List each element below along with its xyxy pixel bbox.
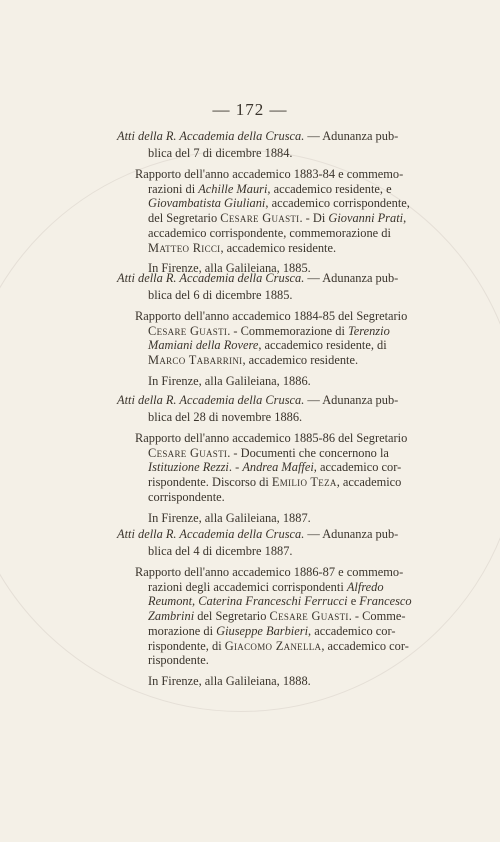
entry-body-line <box>148 639 409 653</box>
entry-title-italic: Atti della R. Accademia della Crusca. <box>117 129 305 143</box>
entry-title-line <box>117 393 398 407</box>
body-text: , accademico <box>336 475 402 490</box>
entry-body-line <box>148 653 209 667</box>
imprint-text: In Firenze, alla Galileiana, 1885. <box>148 261 311 276</box>
body-text: , accademico residente. <box>242 353 359 368</box>
body-text: Rapporto dell'anno accademico 1885-86 del Segretario <box>135 431 408 445</box>
entry-title-line-2 <box>148 410 302 424</box>
entry-title-line <box>117 129 398 143</box>
body-text: . - Commemorazione di <box>227 323 348 338</box>
italic-text: Mamiani della Rovere <box>148 338 259 353</box>
body-text: , accademico cor- <box>308 623 396 638</box>
body-text: del Segretario <box>148 211 221 226</box>
body-text: . - <box>228 460 243 475</box>
body-text: , accademico residente, e <box>267 181 392 196</box>
body-text: rispondente. <box>148 653 209 668</box>
entry-title-rest: — Adunanza pub- <box>304 271 399 285</box>
entry-title-rest: — Adunanza pub- <box>304 393 399 407</box>
body-text: . - Di <box>299 211 329 226</box>
body-text: , accademico residente, di <box>258 338 387 353</box>
person-name: Giacomo Zanella <box>224 638 322 653</box>
italic-text: Reumont, Caterina Franceschi Ferrucci <box>148 594 348 609</box>
body-text: , accademico cor- <box>321 638 409 653</box>
body-text: morazione di <box>148 623 217 638</box>
body-text: , accademico cor- <box>313 460 402 475</box>
body-text: accademico corrispondente, commemorazione di <box>148 225 391 240</box>
body-text: Rapporto dell'anno accademico 1884-85 del Segretario <box>135 309 408 323</box>
entry-date: blica del 4 di dicembre 1887. <box>148 544 293 558</box>
italic-text: Giuseppe Barbieri <box>216 623 309 638</box>
entry-body-line <box>148 580 384 594</box>
entry-body-line <box>148 196 410 210</box>
body-text: rispondente, di <box>148 638 225 653</box>
italic-text: Terenzio <box>348 323 390 338</box>
entry-body-line <box>148 490 225 504</box>
person-name: Cesare Guasti <box>269 609 349 624</box>
entry-body-line <box>148 446 389 460</box>
body-text: del Segretario <box>194 609 270 624</box>
italic-text: Giovambatista Giuliani <box>148 196 266 211</box>
entry-date: blica del 7 di dicembre 1884. <box>148 146 293 160</box>
entry-title-line-2 <box>148 288 293 302</box>
entry-body-line <box>148 338 387 352</box>
person-name: Cesare Guasti <box>148 323 228 338</box>
body-text: razioni degli accademici corrispondenti <box>148 579 347 594</box>
entry-body-line <box>148 475 401 489</box>
entry-body-line <box>135 565 403 579</box>
entry-body-line <box>148 211 406 225</box>
italic-text: Achille Mauri <box>198 181 268 196</box>
entry-body-line <box>148 609 406 623</box>
body-text: rispondente. Discorso di <box>148 475 272 490</box>
entry-title-rest: — Adunanza pub- <box>304 527 399 541</box>
entry-date: blica del 6 di dicembre 1885. <box>148 288 293 302</box>
page-number: — 172 — <box>212 100 288 119</box>
italic-text: Zambrini <box>148 609 195 624</box>
entry-body-line <box>135 167 403 181</box>
italic-text: Andrea Maffei <box>242 460 314 475</box>
entry-body-line <box>148 324 390 338</box>
italic-text: Giovanni Prati <box>328 211 404 226</box>
entry-body-line <box>148 624 395 638</box>
entry-body-line <box>148 241 336 255</box>
entry-title-italic: Atti della R. Accademia della Crusca. <box>117 527 305 541</box>
body-text: Rapporto dell'anno accademico 1886-87 e commemo- <box>135 565 404 579</box>
entry-body-line <box>135 309 407 323</box>
person-name: Matteo Ricci <box>148 240 221 255</box>
person-name: Emilio Teza <box>271 475 337 490</box>
entry-body-line <box>148 182 392 196</box>
body-text: . - Comme- <box>348 609 406 624</box>
body-text: . - Documenti che concernono la <box>227 445 389 460</box>
entry-date: blica del 28 di novembre 1886. <box>148 410 303 424</box>
entry-body-line <box>148 226 391 240</box>
entry-title-rest: — Adunanza pub- <box>304 129 399 143</box>
entry-imprint <box>148 674 311 688</box>
body-text: e <box>347 594 360 609</box>
entry-title-line-2 <box>148 146 293 160</box>
entry-imprint <box>148 511 311 525</box>
entry-body-line <box>148 353 358 367</box>
person-name: Cesare Guasti <box>148 445 228 460</box>
entry-body-line <box>135 431 407 445</box>
person-name: Marco Tabarrini <box>148 353 243 368</box>
imprint-text: In Firenze, alla Galileiana, 1886. <box>148 373 311 388</box>
italic-text: Alfredo <box>346 579 384 594</box>
italic-text: Istituzione Rezzi <box>148 460 229 475</box>
body-text: corrispondente. <box>148 489 225 504</box>
imprint-text: In Firenze, alla Galileiana, 1887. <box>148 510 311 525</box>
imprint-text: In Firenze, alla Galileiana, 1888. <box>148 673 311 688</box>
body-text: , accademico residente. <box>220 240 337 255</box>
body-text: razioni di <box>148 181 199 196</box>
italic-text: Francesco <box>359 594 412 609</box>
body-text: Rapporto dell'anno accademico 1883-84 e commemo- <box>135 167 404 181</box>
entry-title-italic: Atti della R. Accademia della Crusca. <box>117 393 305 407</box>
body-text: , accademico corrispondente, <box>265 196 410 211</box>
entry-title-italic: Atti della R. Accademia della Crusca. <box>117 271 305 285</box>
body-text: , <box>403 211 407 226</box>
entry-title-line <box>117 527 398 541</box>
entry-title-line-2 <box>148 544 293 558</box>
person-name: Cesare Guasti <box>220 211 300 226</box>
entry-body-line <box>148 460 401 474</box>
entry-body-line <box>148 594 412 608</box>
entry-title-line <box>117 271 398 285</box>
entry-imprint <box>148 374 311 388</box>
